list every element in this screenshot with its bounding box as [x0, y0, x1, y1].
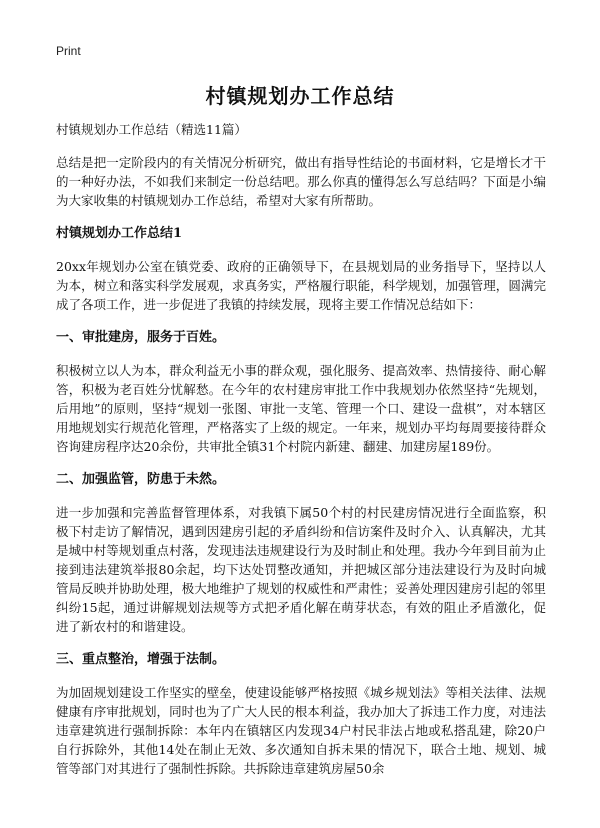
page-title: 村镇规划办工作总结 [205, 84, 395, 108]
part3-paragraph: 为加固规划建设工作坚实的壁垒，使建设能够严格按照《城乡规划法》等相关法律、法规健康有序审批规划，同时也为了广大人民的根本利益，我办加大了拆违工作力度，对违法违章建筑进行强制拆除：本年内在镇辖区内发现34户村民非法占地或私搭乱建，除20户自行拆除外，其他14处在制止无效、多次通知自拆未果的情况下，联合土地、规划、城管等部门对其进行了强制性拆除。共拆除违章建筑房屋50余 [56, 685, 546, 776]
part2-heading: 二、加强监管，防患于未然。 [56, 472, 226, 487]
print-link[interactable]: Print [56, 44, 81, 58]
part1-paragraph: 积极树立以人为本，群众利益无小事的群众观，强化服务、提高效率、热情接待、耐心解答，积极为老百姓分忧解愁。在今年的农村建房审批工作中我规划办依然坚持“先规划，后用地”的原则，坚持“规划一张图、审批一支笔、管理一个口、建设一盘棋”，对本辖区用地规划实行规范化管理，严格落实了上级的规定。一年来，规划办平均每周要接待群众咨询建房程序达20余份，共审批全镇31个村院内新建、翻建、加建房屋189份。 [56, 363, 546, 454]
intro-paragraph: 总结是把一定阶段内的有关情况分析研究，做出有指导性结论的书面材料，它是增长才干的一种好办法，不如我们来制定一份总结吧。那么你真的懂得怎么写总结吗？下面是小编为大家收集的村镇规划办工作总结，希望对大家有所帮助。 [56, 155, 546, 208]
part3-heading: 三、重点整治，增强于法制。 [56, 652, 226, 667]
part1-heading: 一、审批建房，服务于百姓。 [56, 330, 226, 345]
document-subtitle: 村镇规划办工作总结（精选11篇） [56, 122, 247, 137]
section-heading: 村镇规划办工作总结1 [56, 226, 183, 241]
document-body [56, 120, 546, 792]
part2-paragraph: 进一步加强和完善监督管理体系，对我镇下属50个村的村民建房情况进行全面监察，积极下村走访了解情况，遇到因建房引起的矛盾纠纷和信访案件及时介入、认真解决，尤其是城中村等规划重点村落，发现违法违规建设行为及时制止和处理。我办今年到目前为止接到违法建筑举报80余起，均下达处罚整改通知，并把城区部分违法建设行为及时向城管局反映并协助处理，极大地维护了规划的权威性和严肃性；妥善处理因建房引起的邻里纠纷15起，通过讲解规划法规等方式把矛盾化解在萌芽状态，有效的阻止矛盾激化，促进了新农村的和谐建设。 [56, 505, 546, 634]
section-intro-paragraph: 20xx年规划办公室在镇党委、政府的正确领导下，在县规划局的业务指导下，坚持以人为本，树立和落实科学发展观，求真务实，严格履行职能，科学规划，加强管理，圆满完成了各项工作，进一步促进了我镇的持续发展，现将主要工作情况总结如下： [56, 259, 546, 312]
